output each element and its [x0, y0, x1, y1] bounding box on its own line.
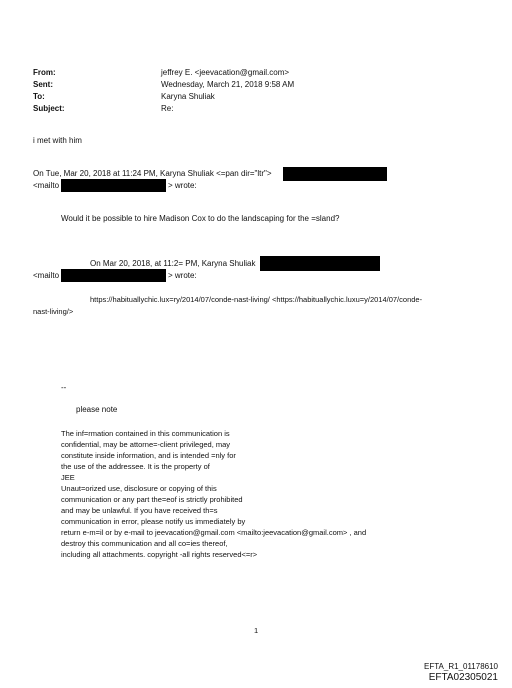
disclaimer-line: including all attachments. copyright -all rights reserved<=r> — [61, 550, 258, 559]
from-label: From: — [33, 68, 56, 77]
quote1-wrote: > wrote: — [168, 181, 197, 190]
reply-text: i met with him — [33, 136, 82, 145]
disclaimer-line: The inf=rmation contained in this communication is — [61, 429, 230, 438]
subject-label: Subject: — [33, 104, 65, 113]
disclaimer-line: and may be unlawful. If you have received th=s — [61, 506, 218, 515]
sent-value: Wednesday, March 21, 2018 9:58 AM — [161, 80, 295, 89]
please-note: please note — [76, 405, 118, 414]
disclaimer-line: JEE — [61, 473, 75, 482]
quote2-header: On Mar 20, 2018, at 11:2= PM, Karyna Shuliak — [90, 259, 256, 268]
footer-id-primary: EFTA_R1_01178610 — [424, 662, 498, 671]
link-text: https://habituallychic.lux=ry/2014/07/conde-nast-living/ <https://habituallychic.luxu=y/2014/07/conde- — [90, 295, 423, 304]
footer-id-secondary: EFTA02305021 — [428, 672, 498, 683]
question-text: Would it be possible to hire Madison Cox to do the landscaping for the =sland? — [61, 214, 340, 223]
separator: -- — [61, 383, 67, 392]
disclaimer-line: confidential, may be attorne=-client privileged, may — [61, 440, 231, 449]
page-number: 1 — [254, 626, 259, 635]
redaction-box — [61, 269, 166, 282]
to-label: To: — [33, 92, 45, 101]
disclaimer-line: the use of the addressee. It is the property of — [61, 462, 210, 471]
sent-label: Sent: — [33, 80, 53, 89]
link-text-cont: nast-living/> — [33, 307, 74, 316]
disclaimer-line: communication or any part the=eof is strictly prohibited — [61, 495, 243, 504]
disclaimer-line: constitute inside information, and is intended =nly for — [61, 451, 236, 460]
quote1-header: On Tue, Mar 20, 2018 at 11:24 PM, Karyna Shuliak <=pan dir="ltr"> — [33, 169, 272, 178]
disclaimer-line: return e-m=il or by e-mail to jeevacation@gmail.com <mailto:jeevacation@gmail.com> , and — [61, 528, 367, 537]
subject-value: Re: — [161, 104, 174, 113]
disclaimer-line: Unaut=orized use, disclosure or copying of this — [61, 484, 217, 493]
from-value: jeffrey E. <jeevacation@gmail.com> — [161, 68, 290, 77]
redaction-box — [283, 167, 387, 181]
disclaimer-line: communication in error, please notify us immediately by — [61, 517, 246, 526]
quote2-wrote: > wrote: — [168, 271, 197, 280]
quote1-mailto: <mailto — [33, 181, 60, 190]
redaction-box — [260, 256, 380, 271]
quote2-mailto: <mailto — [33, 271, 60, 280]
to-value: Karyna Shuliak — [161, 92, 215, 101]
redaction-box — [61, 179, 166, 192]
disclaimer-line: destroy this communication and all co=ies thereof, — [61, 539, 228, 548]
